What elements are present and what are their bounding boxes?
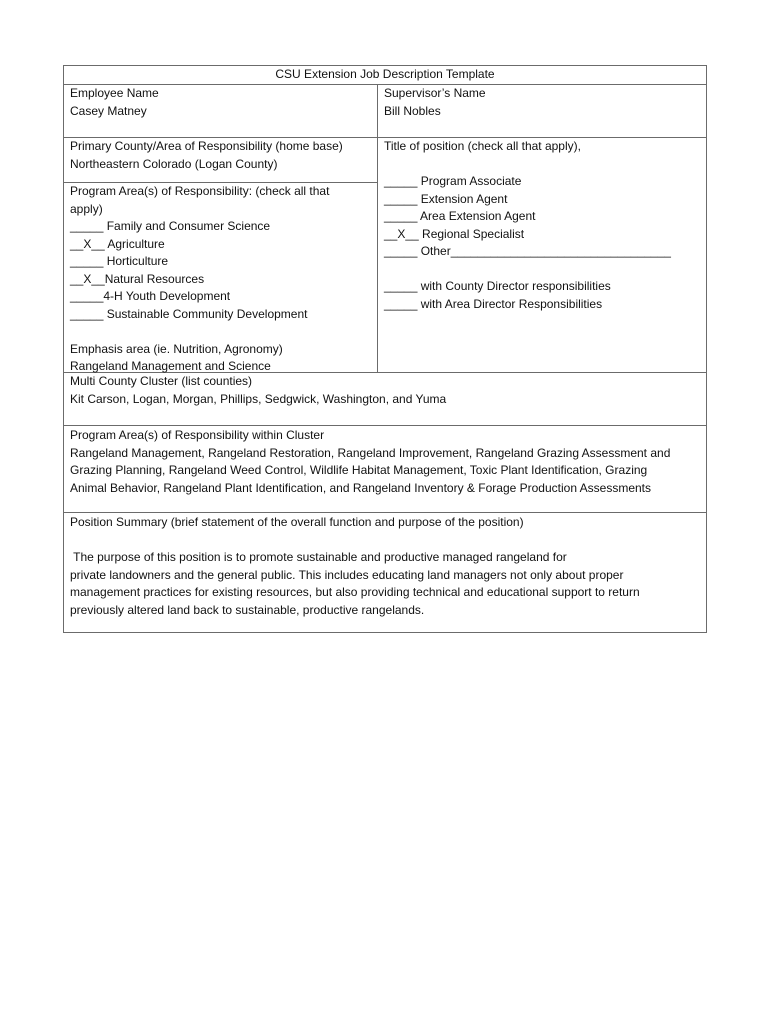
emphasis-label: Emphasis area (ie. Nutrition, Agronomy) bbox=[70, 341, 283, 356]
employee-value: Casey Matney bbox=[70, 103, 147, 118]
spacer bbox=[70, 532, 700, 550]
cluster-program-areas-line-2: Grazing Planning, Rangeland Weed Control, Wildlife Habitat Management, Toxic Plant Identification, Grazing bbox=[70, 463, 648, 477]
spacer bbox=[384, 156, 700, 174]
primary-county-cell bbox=[64, 138, 377, 182]
position-title-label: Title of position (check all that apply), bbox=[384, 139, 581, 153]
title-other: _____ Other_________________________________ bbox=[384, 244, 671, 258]
program-area-horticulture: _____ Horticulture bbox=[70, 254, 169, 268]
cluster-row bbox=[64, 372, 706, 425]
position-summary-label: Position Summary (brief statement of the overall function and purpose of the position) bbox=[70, 515, 524, 529]
cluster-label: Multi County Cluster (list counties) bbox=[70, 374, 253, 388]
position-summary-line-3: management practices for existing resources, but also providing technical and educational support to return bbox=[70, 585, 640, 599]
program-area-sustainable: _____ Sustainable Community Development bbox=[70, 306, 308, 321]
program-areas-label: Program Area(s) of Responsibility: (check all that apply) bbox=[70, 184, 330, 216]
primary-county-label: Primary County/Area of Responsibility (home base) bbox=[70, 139, 343, 153]
title-extension-agent: _____ Extension Agent bbox=[384, 191, 508, 206]
employee-label: Employee Name bbox=[70, 86, 159, 100]
emphasis-value: Rangeland Management and Science bbox=[70, 359, 271, 373]
program-area-natural-resources: __X__Natural Resources bbox=[70, 271, 205, 286]
title-area-extension-agent: _____ Area Extension Agent bbox=[384, 209, 536, 223]
program-areas-cell bbox=[64, 183, 377, 376]
supervisor-value: Bill Nobles bbox=[384, 103, 441, 118]
position-summary-row bbox=[64, 512, 706, 632]
cluster-program-areas-label: Program Area(s) of Responsibility within Cluster bbox=[70, 428, 325, 442]
title-of-position-cell bbox=[378, 138, 706, 372]
cluster-program-areas-line-1: Rangeland Management, Rangeland Restoration, Rangeland Improvement, Rangeland Grazing Assessment and bbox=[70, 445, 671, 460]
cluster-program-areas-line-3: Animal Behavior, Rangeland Plant Identification, and Rangeland Inventory & Forage Production Assessments bbox=[70, 480, 652, 495]
supervisor-cell bbox=[378, 85, 706, 137]
cluster-value: Kit Carson, Logan, Morgan, Phillips, Sedgwick, Washington, and Yuma bbox=[70, 391, 447, 406]
position-summary-line-1: The purpose of this position is to promote sustainable and productive managed rangeland for bbox=[70, 550, 567, 564]
cluster-program-areas-row bbox=[64, 425, 706, 512]
program-area-family: _____ Family and Consumer Science bbox=[70, 219, 271, 233]
position-summary-line-4: previously altered land back to sustainable, productive rangelands. bbox=[70, 602, 425, 617]
position-summary-line-2: private landowners and the general public. This includes educating land managers not only about proper bbox=[70, 567, 624, 582]
template-title: CSU Extension Job Description Template bbox=[275, 67, 495, 81]
responsibility-row bbox=[64, 137, 706, 372]
primary-county-value: Northeastern Colorado (Logan County) bbox=[70, 156, 278, 171]
county-director-option: _____ with County Director responsibilities bbox=[384, 279, 611, 293]
title-regional-specialist: __X__ Regional Specialist bbox=[384, 226, 525, 241]
employee-cell bbox=[64, 85, 378, 137]
left-column bbox=[64, 138, 378, 372]
title-program-associate: _____ Program Associate bbox=[384, 174, 522, 188]
job-description-form bbox=[63, 65, 707, 633]
area-director-option: _____ with Area Director Responsibilities bbox=[384, 296, 603, 311]
program-area-agriculture: __X__ Agriculture bbox=[70, 236, 165, 251]
program-area-4h: _____4-H Youth Development bbox=[70, 289, 231, 303]
supervisor-label: Supervisor’s Name bbox=[384, 86, 486, 100]
spacer bbox=[70, 323, 371, 341]
names-row bbox=[64, 84, 706, 137]
spacer bbox=[384, 261, 700, 279]
